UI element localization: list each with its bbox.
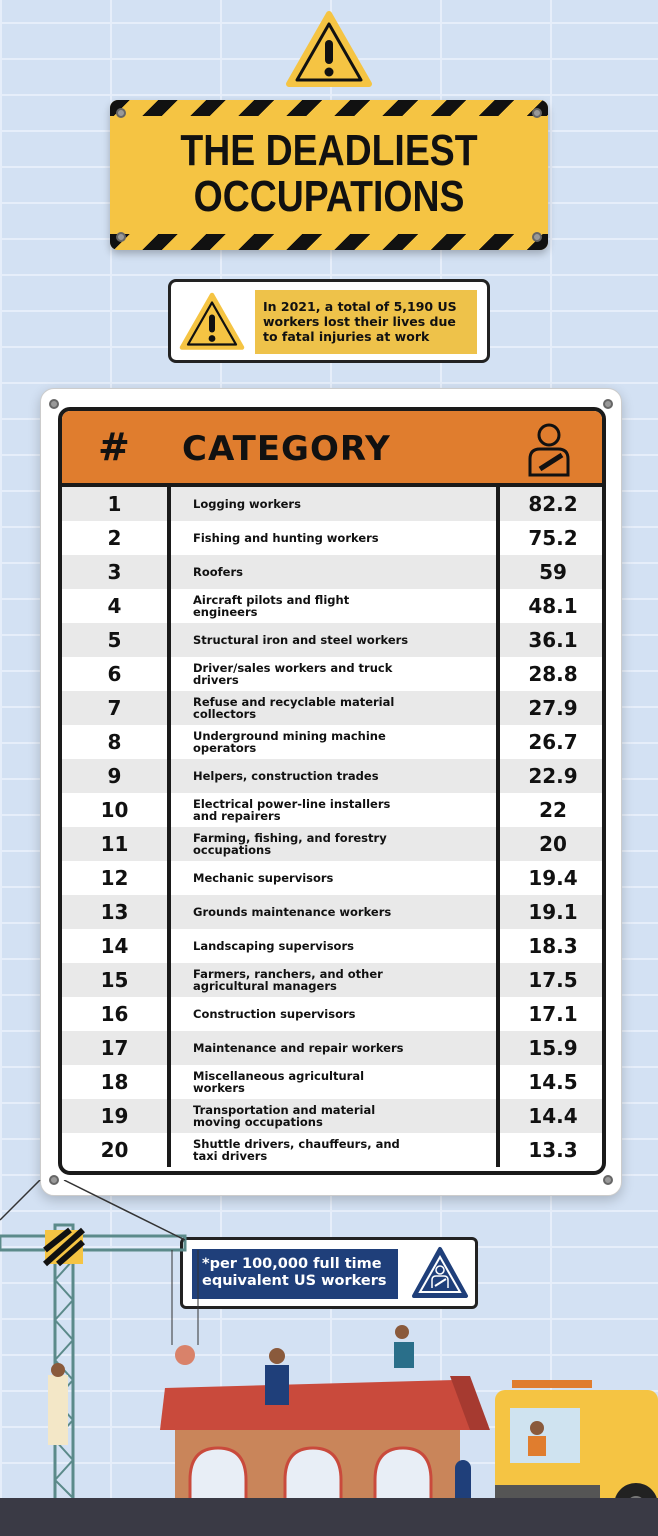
rank-cell: 19: [62, 1099, 171, 1133]
category-text: Underground mining machine operators: [193, 729, 386, 755]
table-row: [62, 725, 602, 759]
category-text: Farming, fishing, and forestry occupations: [193, 831, 387, 857]
table-body: [62, 487, 602, 1167]
rate-cell: 15.9: [528, 1036, 578, 1060]
rank-cell: 2: [62, 521, 171, 555]
category-cell: [175, 1065, 500, 1099]
category-cell: [175, 929, 500, 963]
rate-cell: 22: [539, 798, 567, 822]
category-text: Electrical power-line installers and repairers: [193, 797, 391, 823]
title-sign: [110, 100, 548, 250]
category-cell: [175, 725, 500, 759]
category-text: Shuttle drivers, chauffeurs, and taxi drivers: [193, 1137, 400, 1163]
category-cell: [175, 861, 500, 895]
table-row: [62, 895, 602, 929]
category-text: Construction supervisors: [193, 1007, 356, 1021]
table-row: [62, 521, 602, 555]
category-text: Transportation and material moving occupations: [193, 1103, 376, 1129]
table-row: [62, 487, 602, 521]
rank-cell: 3: [62, 555, 171, 589]
footnote-text: *per 100,000 full time equivalent US workers: [192, 1249, 398, 1299]
category-text: Grounds maintenance workers: [193, 905, 392, 919]
bolt: [116, 108, 126, 118]
rank-cell: 7: [62, 691, 171, 725]
category-cell: [175, 555, 500, 589]
rate-cell: 48.1: [528, 594, 578, 618]
table-row: [62, 793, 602, 827]
rate-cell: 75.2: [528, 526, 578, 550]
rank-cell: 15: [62, 963, 171, 997]
category-cell: [175, 827, 500, 861]
injured-worker-icon: [526, 421, 572, 477]
rate-cell: 13.3: [528, 1138, 578, 1162]
table-row: [62, 589, 602, 623]
table-card: [40, 388, 622, 1196]
rank-cell: 17: [62, 1031, 171, 1065]
rate-cell: 19.1: [528, 900, 578, 924]
rank-cell: 18: [62, 1065, 171, 1099]
rate-cell: 19.4: [528, 866, 578, 890]
info-text: In 2021, a total of 5,190 US workers lost their lives due to fatal injuries at work: [255, 290, 477, 354]
category-cell: [175, 521, 500, 555]
table-row: [62, 963, 602, 997]
table-row: [62, 929, 602, 963]
construction-scene-illustration: [0, 1180, 658, 1536]
table-row: [62, 1065, 602, 1099]
category-header: CATEGORY: [182, 429, 391, 469]
category-cell: [175, 691, 500, 725]
bolt: [532, 108, 542, 118]
rank-cell: 13: [62, 895, 171, 929]
category-cell: [175, 657, 500, 691]
crane-illustration: [0, 1180, 198, 1536]
rank-header: #: [98, 425, 130, 469]
warning-icon: [179, 292, 245, 352]
table-row: [62, 1099, 602, 1133]
rate-cell: 22.9: [528, 764, 578, 788]
ground: [0, 1498, 658, 1536]
category-cell: [175, 895, 500, 929]
title-line-1: THE DEADLIEST: [180, 126, 478, 175]
hazard-stripe: [110, 234, 548, 250]
table-row: [62, 997, 602, 1031]
rate-cell: 28.8: [528, 662, 578, 686]
rank-cell: 11: [62, 827, 171, 861]
category-cell: [175, 623, 500, 657]
rate-cell: 82.2: [528, 492, 578, 516]
category-text: Fishing and hunting workers: [193, 531, 379, 545]
title-line-2: OCCUPATIONS: [193, 172, 465, 221]
rate-cell: 59: [539, 560, 567, 584]
rate-cell: 20: [539, 832, 567, 856]
rank-cell: 5: [62, 623, 171, 657]
category-text: Mechanic supervisors: [193, 871, 334, 885]
rate-cell: 36.1: [528, 628, 578, 652]
rank-cell: 12: [62, 861, 171, 895]
hazard-stripe: [110, 100, 548, 116]
category-cell: [175, 589, 500, 623]
rank-cell: 8: [62, 725, 171, 759]
occupations-table: [58, 407, 606, 1175]
category-text: Aircraft pilots and flight engineers: [193, 593, 350, 619]
category-text: Farmers, ranchers, and other agricultural managers: [193, 967, 383, 993]
rate-cell: 26.7: [528, 730, 578, 754]
category-text: Roofers: [193, 565, 243, 579]
category-text: Logging workers: [193, 497, 301, 511]
page-title: [143, 128, 515, 220]
table-row: [62, 1133, 602, 1167]
category-text: Miscellaneous agricultural workers: [193, 1069, 365, 1095]
bolt: [49, 399, 59, 409]
bolt: [603, 399, 613, 409]
rate-cell: 17.1: [528, 1002, 578, 1026]
category-text: Refuse and recyclable material collectors: [193, 695, 395, 721]
table-row: [62, 827, 602, 861]
rate-cell: 14.4: [528, 1104, 578, 1128]
rate-cell: 14.5: [528, 1070, 578, 1094]
rank-cell: 14: [62, 929, 171, 963]
table-row: [62, 623, 602, 657]
rank-cell: 20: [62, 1133, 171, 1167]
table-row: [62, 1031, 602, 1065]
info-box: [168, 279, 490, 363]
category-cell: [175, 759, 500, 793]
category-text: Structural iron and steel workers: [193, 633, 409, 647]
category-cell: [175, 1031, 500, 1065]
bolt: [532, 232, 542, 242]
rank-cell: 6: [62, 657, 171, 691]
rate-cell: 27.9: [528, 696, 578, 720]
table-row: [62, 657, 602, 691]
rank-cell: 1: [62, 487, 171, 521]
category-text: Landscaping supervisors: [193, 939, 354, 953]
category-cell: [175, 1099, 500, 1133]
table-header: [62, 411, 602, 487]
category-text: Helpers, construction trades: [193, 769, 379, 783]
rank-cell: 16: [62, 997, 171, 1031]
category-cell: [175, 793, 500, 827]
table-row: [62, 691, 602, 725]
category-cell: [175, 1133, 500, 1167]
rate-cell: 18.3: [528, 934, 578, 958]
table-row: [62, 555, 602, 589]
category-cell: [175, 963, 500, 997]
rank-cell: 10: [62, 793, 171, 827]
table-row: [62, 759, 602, 793]
category-cell: [175, 997, 500, 1031]
rank-cell: 4: [62, 589, 171, 623]
rank-cell: 9: [62, 759, 171, 793]
table-row: [62, 861, 602, 895]
category-text: Driver/sales workers and truck drivers: [193, 661, 393, 687]
rate-cell: 17.5: [528, 968, 578, 992]
warning-icon: [285, 10, 373, 90]
bolt: [116, 232, 126, 242]
category-cell: [175, 487, 500, 521]
category-text: Maintenance and repair workers: [193, 1041, 404, 1055]
